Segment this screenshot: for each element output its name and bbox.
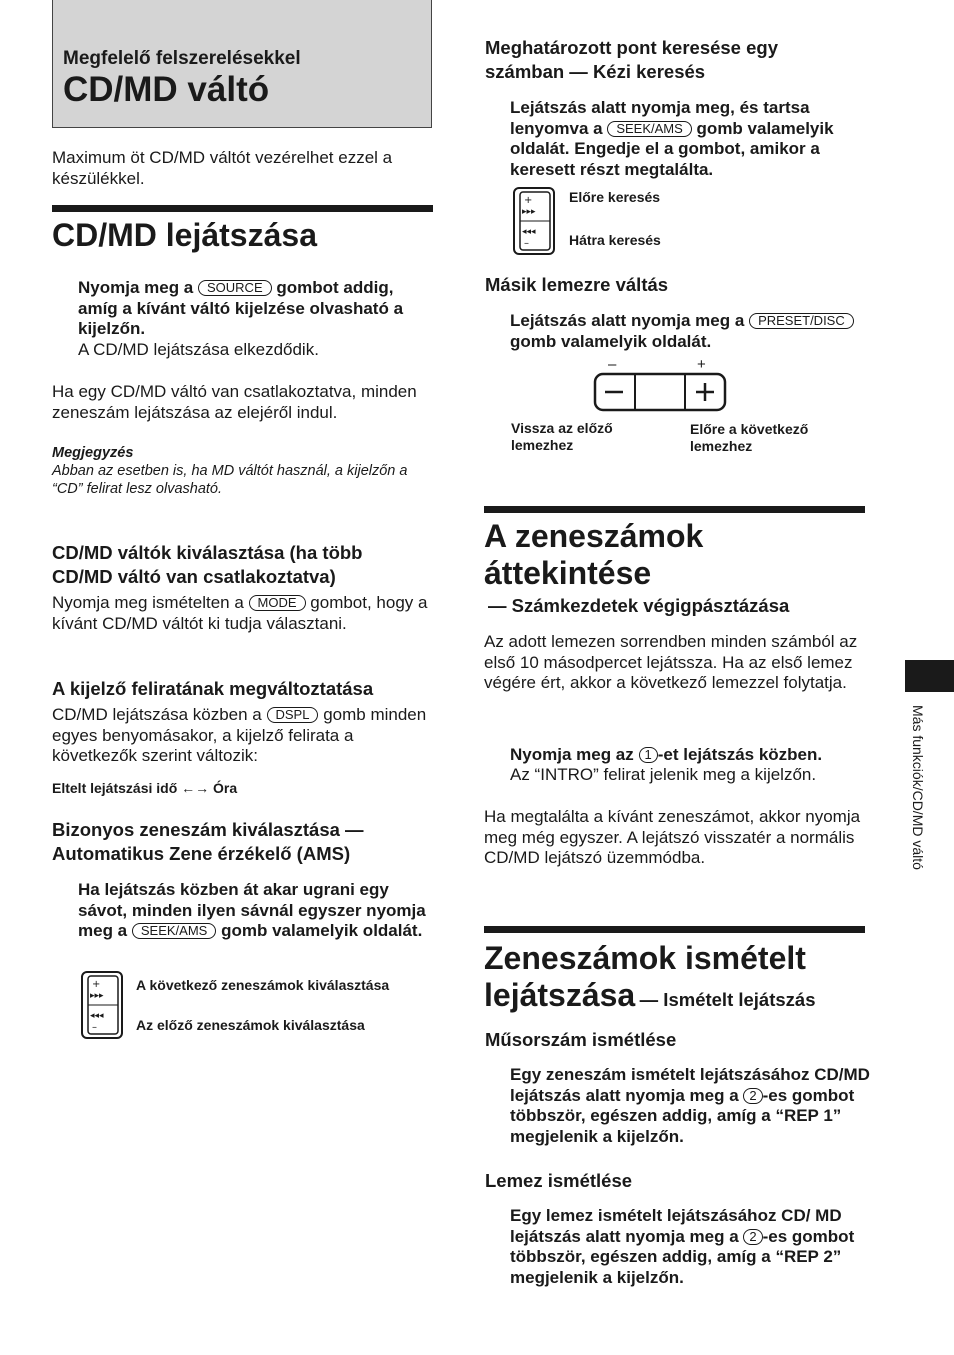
mode-key: MODE [249, 595, 306, 611]
intro-text: Maximum öt CD/MD váltót vezérelhet ezzel a készülékkel. [52, 148, 393, 188]
disc-heading: Másik lemezre váltás [485, 274, 669, 295]
svg-text:◂◂◂: ◂◂◂ [522, 227, 536, 237]
seek-button-icon-2 [512, 186, 556, 256]
key-2: 2 [743, 1088, 762, 1104]
track-repeat-instruction: Egy zeneszám ismételt lejátszásához CD/MD lejátszás alatt nyomja meg a 2 -es gombot többször, egészen addig, amíg a “REP 1” megjelenik a kijelzőn. [510, 1065, 870, 1146]
seek-ams-key-2: SEEK/AMS [607, 121, 691, 137]
section-title-repeat-line2 [484, 977, 816, 1020]
section-title-repeat-2: lejátszása [484, 977, 636, 1013]
page-title: CD/MD váltó [63, 70, 270, 109]
plus-label: + [697, 356, 706, 373]
manual-heading: Meghatározott pont keresése egy számban — Kézi keresés [485, 37, 778, 82]
disc-fwd-label: Előre a következő lemezhez [690, 421, 809, 454]
intro-instruction: Nyomja meg az 1 -et lejátszás közben. [510, 745, 823, 764]
play-result: A CD/MD lejátszása elkezdődik. [78, 340, 319, 359]
section-title-repeat-1: Zeneszámok ismételt [484, 940, 806, 976]
dspl-key: DSPL [267, 707, 319, 723]
disc-repeat-instruction: Egy lemez ismételt lejátszásához CD/ MD lejátszás alatt nyomja meg a 2 -es gombot többször, egészen addig, amíg a “REP 2” megjelenik a kijelzőn. [510, 1206, 855, 1287]
source-key: SOURCE [198, 280, 272, 296]
page-subtitle: Megfelelő felszerelésekkel [63, 48, 301, 69]
key-1: 1 [639, 747, 658, 763]
key-2-disc: 2 [743, 1229, 762, 1245]
note-text: Abban az esetben is, ha MD váltót használ, a kijelzőn a “CD” felirat lesz olvasható. [52, 463, 408, 497]
ams-prev-label: Az előző zeneszámok kiválasztása [136, 1017, 365, 1033]
title-box [52, 0, 432, 128]
section-rule-repeat [484, 926, 865, 933]
display-cycle: Eltelt lejátszási idő ←→ Óra [52, 780, 238, 796]
seek-ams-key: SEEK/AMS [132, 923, 216, 939]
intro-subtitle: — Számkezdetek végigpásztázása [488, 595, 790, 616]
disc-repeat-heading: Lemez ismétlése [485, 1170, 633, 1191]
seek-button-icon [80, 970, 124, 1040]
intro-result: Az “INTRO” felirat jelenik meg a kijelzőn. [510, 765, 817, 784]
ams-next-label: A következő zeneszámok kiválasztása [136, 977, 390, 993]
ams-heading: Bizonyos zeneszám kiválasztása — Automatikus Zene érzékelő (AMS) [52, 819, 364, 864]
play-instruction: Nyomja meg a SOURCE gombot addig, amíg a kívánt váltó kijelzése olvasható a kijelzőn. [78, 278, 404, 338]
section-title-intro: A zeneszámok áttekintése [484, 518, 704, 591]
track-repeat-heading: Műsorszám ismétlése [485, 1029, 677, 1050]
ams-instruction: Ha lejátszás közben át akar ugrani egy sávot, minden ilyen sávnál egyszer nyomja meg a SEEK/AMS gomb valamelyik oldalát. [78, 880, 426, 940]
display-heading: A kijelző feliratának megváltoztatása [52, 678, 374, 699]
side-tab-label: Más funkciók/CD/MD váltó [910, 705, 926, 870]
note-label: Megjegyzés [52, 445, 134, 461]
svg-text:▸▸▸: ▸▸▸ [522, 207, 536, 217]
preset-disc-key: PRESET/DISC [749, 313, 854, 329]
svg-text:◂◂◂: ◂◂◂ [90, 1011, 104, 1021]
svg-text:–: – [92, 1022, 97, 1033]
svg-text:▸▸▸: ▸▸▸ [90, 991, 104, 1001]
repeat-subtitle: — Ismételt lejátszás [639, 989, 816, 1010]
display-text: CD/MD lejátszása közben a DSPL gomb minden egyes benyomásakor, a kijelző felirata a következők szerint változik: [52, 705, 427, 765]
disc-instruction: Lejátszás alatt nyomja meg a PRESET/DISC gomb valamelyik oldalát. [510, 311, 865, 352]
svg-text:–: – [524, 238, 529, 249]
intro-found-text: Ha megtalálta a kívánt zeneszámot, akkor nyomja meg még egyszer. A lejátszó visszatér a normális CD/MD lejátszó üzemmódba. [484, 807, 861, 867]
single-changer-text: Ha egy CD/MD váltó van csatlakoztatva, minden zeneszám lejátszása az elejéről indul. [52, 382, 417, 422]
svg-text:+: + [524, 195, 533, 206]
disc-back-label: Vissza az előző lemezhez [511, 420, 613, 453]
select-heading: CD/MD váltók kiválasztása (ha több CD/MD váltó van csatlakoztatva) [52, 542, 363, 587]
section-title-play: CD/MD lejátszása [52, 217, 317, 253]
section-rule [52, 205, 433, 212]
manual-instruction: Lejátszás alatt nyomja meg, és tartsa lenyomva a SEEK/AMS gomb valamelyik oldalát. Engedje el a gombot, amikor a keresett részt megtalálta. [510, 98, 834, 179]
minus-label: – [608, 356, 617, 373]
backward-search-label: Hátra keresés [569, 232, 661, 248]
select-text: Nyomja meg ismételten a MODE gombot, hogy a kívánt CD/MD váltót ki tudja választani. [52, 593, 428, 633]
side-tab-marker [905, 660, 954, 692]
svg-text:+: + [92, 979, 101, 990]
section-rule-intro [484, 506, 865, 513]
intro-description: Az adott lemezen sorrendben minden számból az első 10 másodpercet lejátssza. Ha az első lemez végére ért, akkor a következő lemezzel folytatja. [484, 632, 858, 692]
preset-disc-rocker-icon [593, 372, 727, 412]
forward-search-label: Előre keresés [569, 189, 661, 205]
